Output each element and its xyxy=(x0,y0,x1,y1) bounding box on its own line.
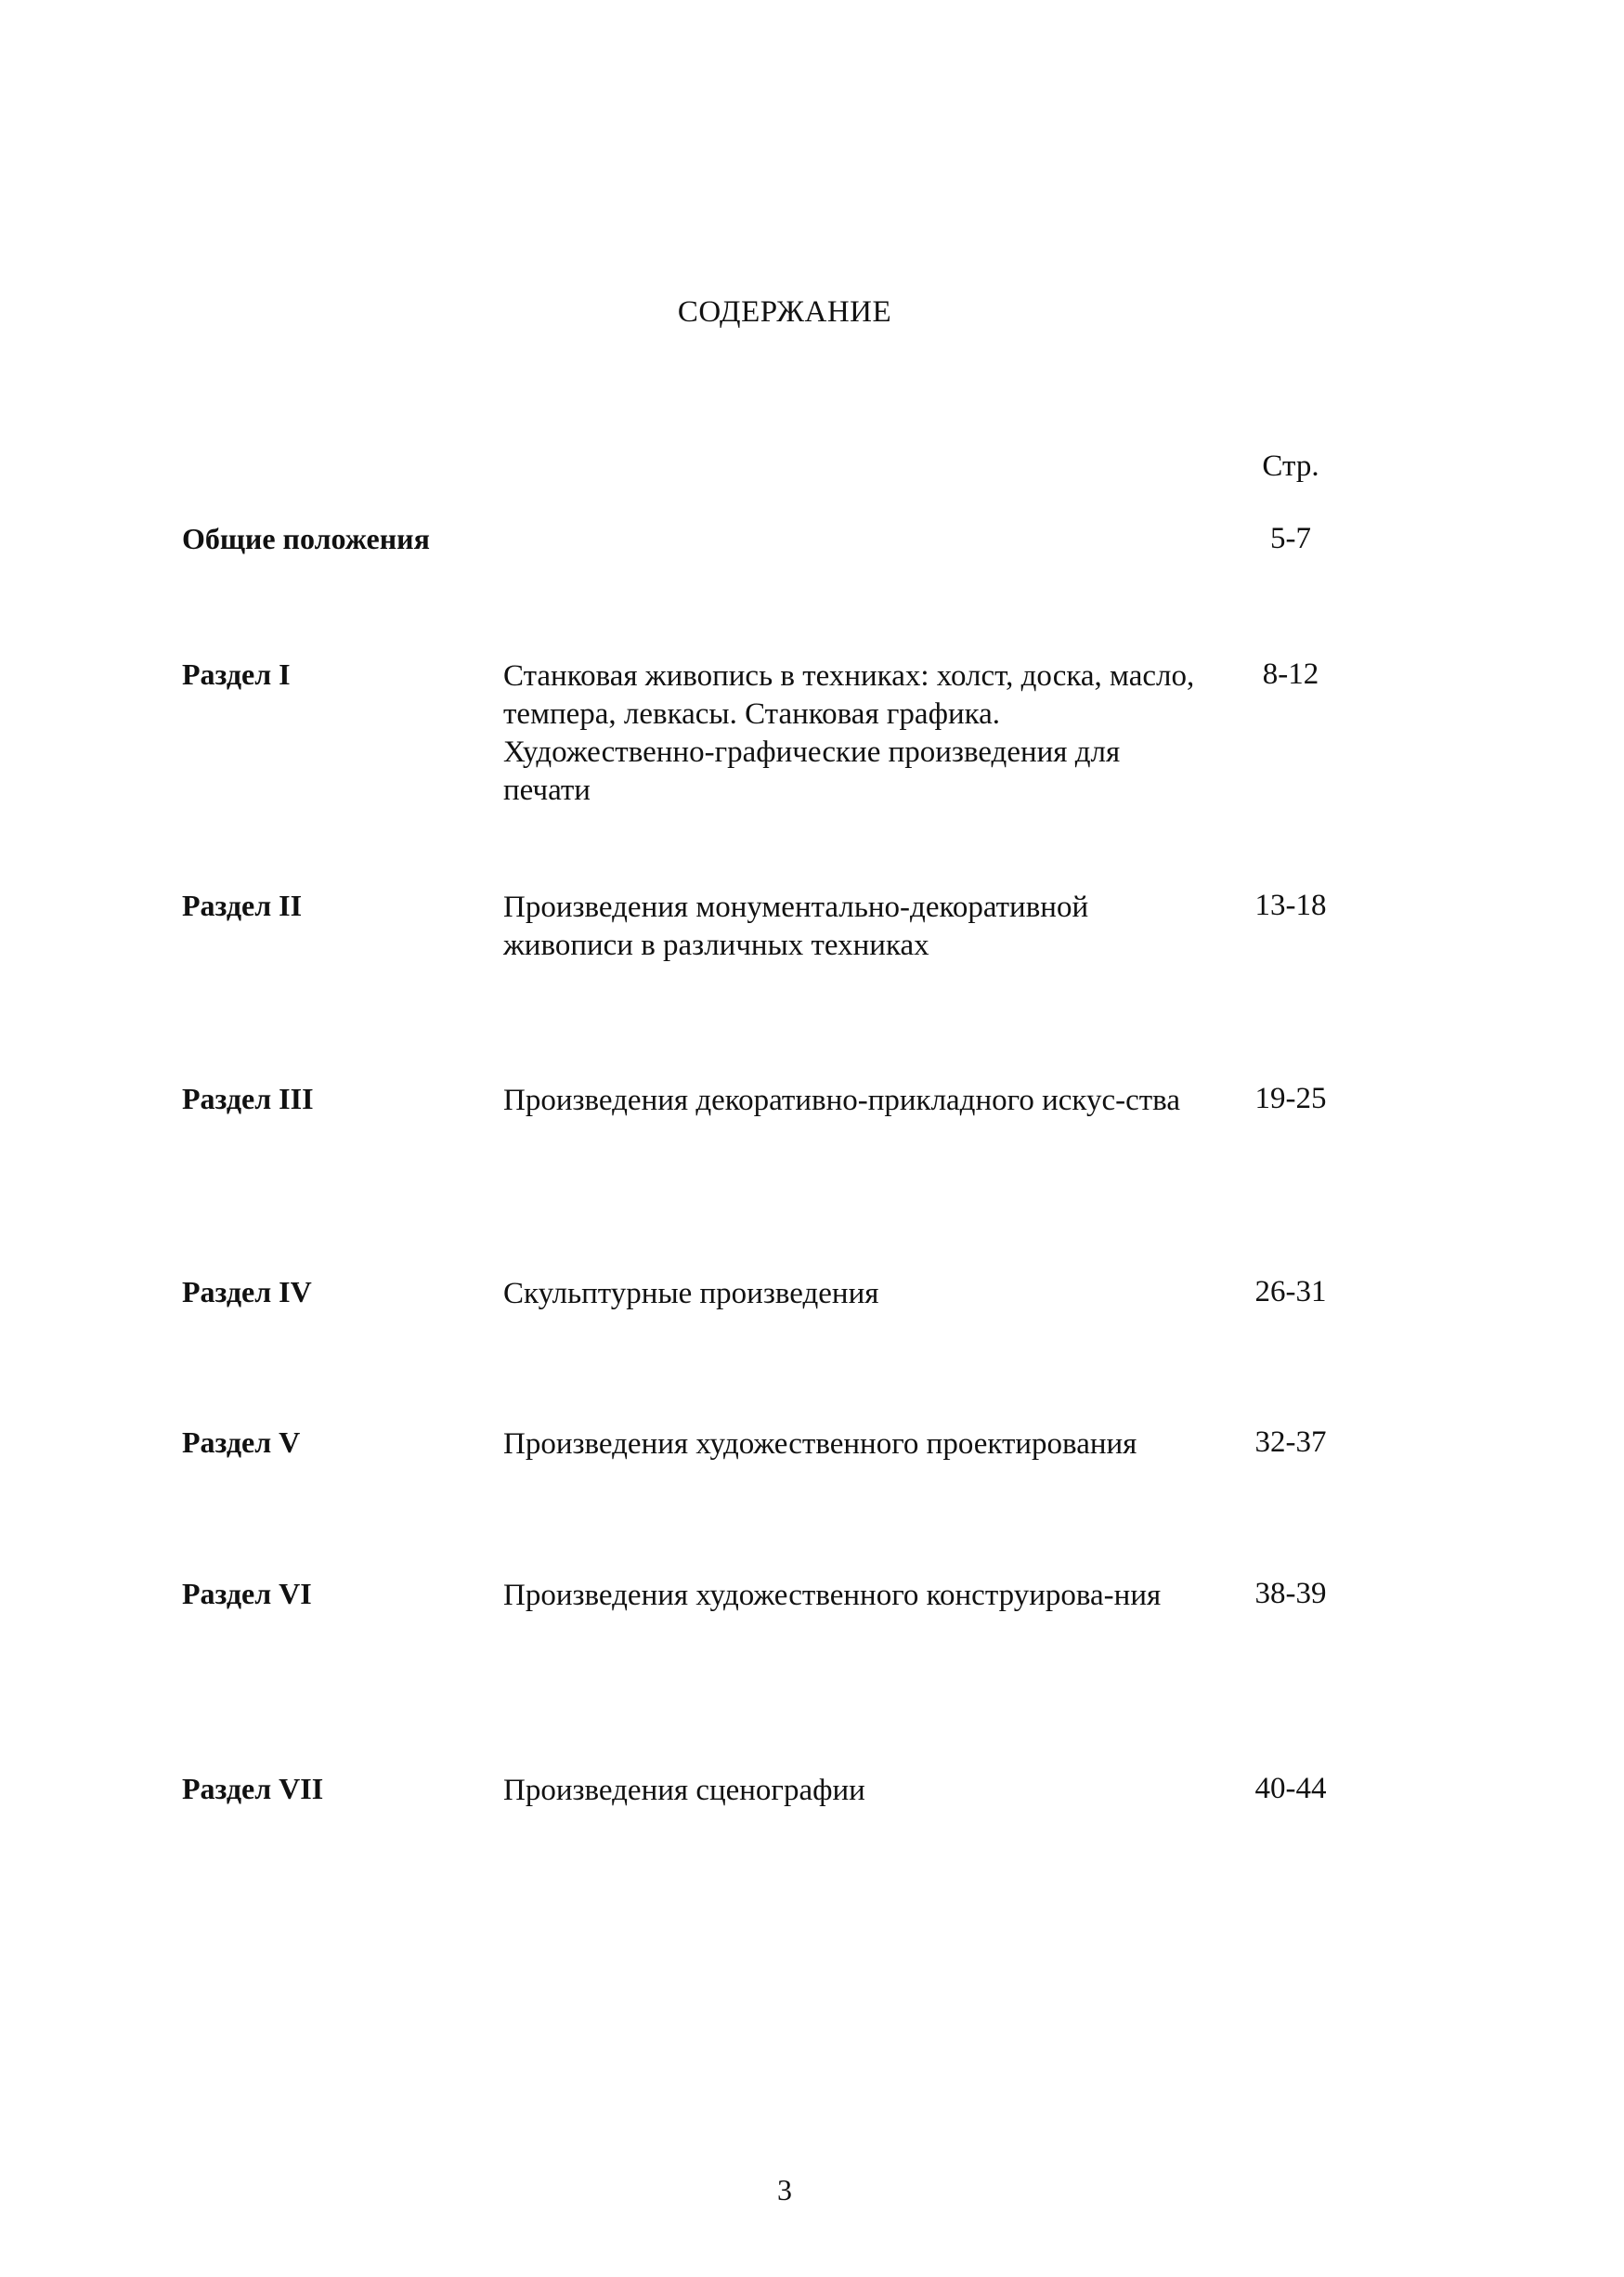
toc-entry-description: Скульптурные произведения xyxy=(503,1277,879,1310)
toc-entry-pages: 5-7 xyxy=(1270,522,1311,555)
toc-entry-label: Раздел I xyxy=(182,657,291,691)
toc-entry-label: Общие положения xyxy=(182,522,430,555)
toc-entry-description: Произведения монументально-декоративной живописи в различных техниках xyxy=(503,891,1089,962)
toc-entry-description: Произведения художественного проектирования xyxy=(503,1427,1137,1461)
toc-entry-label: Раздел III xyxy=(182,1082,314,1115)
toc-entry-description: Произведения декоративно-прикладного искус-ства xyxy=(503,1084,1180,1117)
document-title: СОДЕРЖАНИЕ xyxy=(677,295,892,329)
toc-entry-pages: 32-37 xyxy=(1254,1425,1327,1459)
toc-entry-label: Раздел V xyxy=(182,1425,301,1459)
toc-entry-pages: 8-12 xyxy=(1262,657,1319,691)
toc-entry-pages: 40-44 xyxy=(1254,1772,1327,1805)
toc-entry-description: Станковая живопись в техниках: холст, доска, масло, темпера, левкасы. Станковая графика. Художественно-графические произведения для печати xyxy=(503,659,1195,807)
page-number: 3 xyxy=(777,2173,792,2206)
toc-entry-description: Произведения художественного конструирова-ния xyxy=(503,1579,1162,1612)
toc-entry-pages: 26-31 xyxy=(1254,1275,1327,1308)
toc-entry-description: Произведения сценографии xyxy=(503,1774,865,1807)
toc-entry-label: Раздел VI xyxy=(182,1577,312,1610)
toc-entry-pages: 13-18 xyxy=(1254,889,1327,922)
toc-entry-label: Раздел IV xyxy=(182,1275,312,1308)
toc-entry-label: Раздел VII xyxy=(182,1772,324,1805)
toc-entry-pages: 38-39 xyxy=(1254,1577,1327,1610)
toc-entry-label: Раздел II xyxy=(182,889,303,922)
page-column-header: Стр. xyxy=(1262,449,1319,483)
toc-entry-pages: 19-25 xyxy=(1254,1082,1327,1115)
